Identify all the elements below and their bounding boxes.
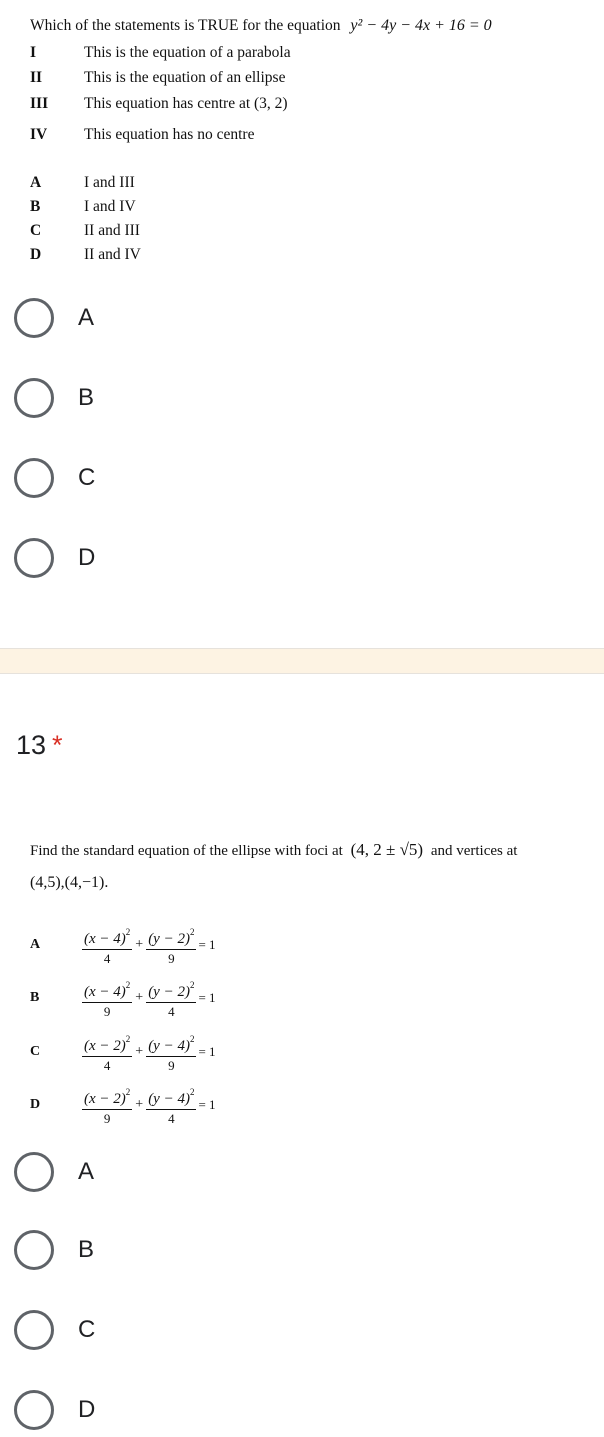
choice-text: I and III	[84, 174, 135, 191]
statement-roman: IV	[30, 126, 48, 143]
choice-text: II and III	[84, 222, 140, 239]
option-label: D	[78, 1396, 96, 1423]
q12-option-a[interactable]	[14, 298, 94, 338]
choice-letter: B	[30, 198, 41, 215]
fraction-y-term: $\frac{(y - 4)^2}{4}$	[146, 1083, 196, 1128]
question-12-stem-text: Which of the statements is TRUE for the equation	[30, 17, 341, 34]
numerator: (y − 2)	[148, 930, 190, 947]
statement-roman: I	[30, 44, 37, 61]
q13-option-c[interactable]	[14, 1310, 95, 1350]
statement-text: This is the equation of an ellipse	[84, 69, 286, 86]
q13-choice-c: C $\frac{(x - 2)^2}{4}$ + $\frac{(y - 4)^2}{9}$ = 1	[30, 1029, 219, 1075]
equals-one: = 1	[198, 1097, 216, 1112]
statement-2	[30, 69, 285, 87]
denominator: 4	[103, 1057, 111, 1073]
foci-value: (4, 2 ± √5)	[350, 840, 424, 859]
q12-choice-c	[30, 222, 140, 240]
fraction-x-term: $\frac{(x - 4)^2}{4}$	[82, 923, 132, 968]
radio-button[interactable]	[14, 1310, 54, 1350]
option-label: B	[78, 1236, 95, 1263]
statement-roman: II	[30, 69, 43, 86]
numerator: (x − 2)	[84, 1037, 126, 1054]
radio-button[interactable]	[14, 1230, 54, 1270]
choice-letter: B	[30, 990, 40, 1005]
fraction-y-term: $\frac{(y - 4)^2}{9}$	[146, 1030, 196, 1075]
question-12-image	[0, 0, 604, 280]
equals-one: = 1	[198, 1044, 216, 1059]
statement-roman: III	[30, 95, 49, 112]
question-13-stem-line-2	[30, 874, 108, 892]
stem-suffix: and vertices at	[430, 843, 518, 859]
denominator: 4	[168, 1110, 175, 1126]
statement-text: This equation has no centre	[84, 126, 255, 143]
numerator: (x − 4)	[84, 983, 126, 1000]
numerator: (x − 2)	[84, 1090, 126, 1107]
vertices-value: (4,5),(4,−1).	[30, 874, 109, 891]
denominator: 9	[168, 1057, 175, 1073]
denominator: 9	[103, 1110, 111, 1126]
radio-button[interactable]	[14, 298, 54, 338]
choice-text: I and IV	[84, 198, 136, 215]
q13-choice-d: D $\frac{(x - 2)^2}{9}$ + $\frac{(y - 4)^2}{4}$ = 1	[30, 1082, 219, 1128]
statement-1	[30, 44, 291, 62]
choice-letter: C	[30, 222, 42, 239]
choice-letter: D	[30, 1097, 41, 1112]
option-label: A	[78, 304, 95, 331]
q12-option-d[interactable]	[14, 538, 95, 578]
option-label: C	[78, 1316, 96, 1343]
fraction-x-term: $\frac{(x - 4)^2}{9}$	[82, 976, 132, 1021]
stem-prefix: Find the standard equation of the ellipse with foci at	[30, 843, 343, 859]
q13-option-d[interactable]	[14, 1390, 95, 1430]
radio-button[interactable]	[14, 1152, 54, 1192]
question-12-equation: y² − 4y − 4x + 16 = 0	[350, 17, 492, 34]
equals-one: = 1	[198, 937, 216, 952]
option-label: D	[78, 544, 96, 571]
choice-letter: A	[30, 174, 42, 191]
q12-option-c[interactable]	[14, 458, 95, 498]
numerator: (y − 4)	[148, 1090, 190, 1107]
q13-choice-a: A $\frac{(x - 4)^2}{4}$ + $\frac{(y - 2)^2}{9}$ = 1	[30, 922, 219, 968]
radio-button[interactable]	[14, 1390, 54, 1430]
denominator: 9	[103, 1003, 111, 1019]
option-label: A	[78, 1158, 95, 1185]
statement-text: This equation has centre at (3, 2)	[84, 95, 288, 112]
statement-text: This is the equation of a parabola	[84, 44, 291, 61]
choice-letter: D	[30, 246, 42, 263]
q13-option-a[interactable]	[14, 1152, 94, 1192]
fraction-y-term: $\frac{(y - 2)^2}{4}$	[146, 976, 196, 1021]
statement-3	[30, 95, 288, 113]
choice-letter: A	[30, 937, 41, 952]
radio-button[interactable]	[14, 538, 54, 578]
numerator: (y − 4)	[148, 1037, 190, 1054]
required-asterisk: *	[52, 730, 63, 760]
question-13-title	[16, 730, 63, 761]
choice-text: II and IV	[84, 246, 141, 263]
fraction-x-term: $\frac{(x - 2)^2}{9}$	[82, 1083, 132, 1128]
denominator: 9	[168, 950, 175, 966]
q13-choice-b: B $\frac{(x - 4)^2}{9}$ + $\frac{(y - 2)^2}{4}$ = 1	[30, 975, 219, 1021]
option-label: B	[78, 384, 95, 411]
statement-4	[30, 126, 254, 144]
numerator: (y − 2)	[148, 983, 190, 1000]
question-13-stem-line-1	[30, 840, 517, 860]
option-label: C	[78, 464, 96, 491]
fraction-x-term: $\frac{(x - 2)^2}{4}$	[82, 1030, 132, 1075]
question-separator	[0, 648, 604, 674]
q12-choice-a	[30, 174, 135, 192]
radio-button[interactable]	[14, 458, 54, 498]
q13-option-b[interactable]	[14, 1230, 94, 1270]
q12-choice-d	[30, 246, 141, 264]
equals-one: = 1	[198, 990, 216, 1005]
choice-letter: C	[30, 1044, 41, 1059]
fraction-y-term: $\frac{(y - 2)^2}{9}$	[146, 923, 196, 968]
denominator: 4	[103, 950, 111, 966]
denominator: 4	[168, 1003, 175, 1019]
q12-choice-b	[30, 198, 136, 216]
numerator: (x − 4)	[84, 930, 126, 947]
question-12-stem	[30, 17, 492, 35]
radio-button[interactable]	[14, 378, 54, 418]
question-number: 13	[16, 730, 47, 760]
q12-option-b[interactable]	[14, 378, 94, 418]
